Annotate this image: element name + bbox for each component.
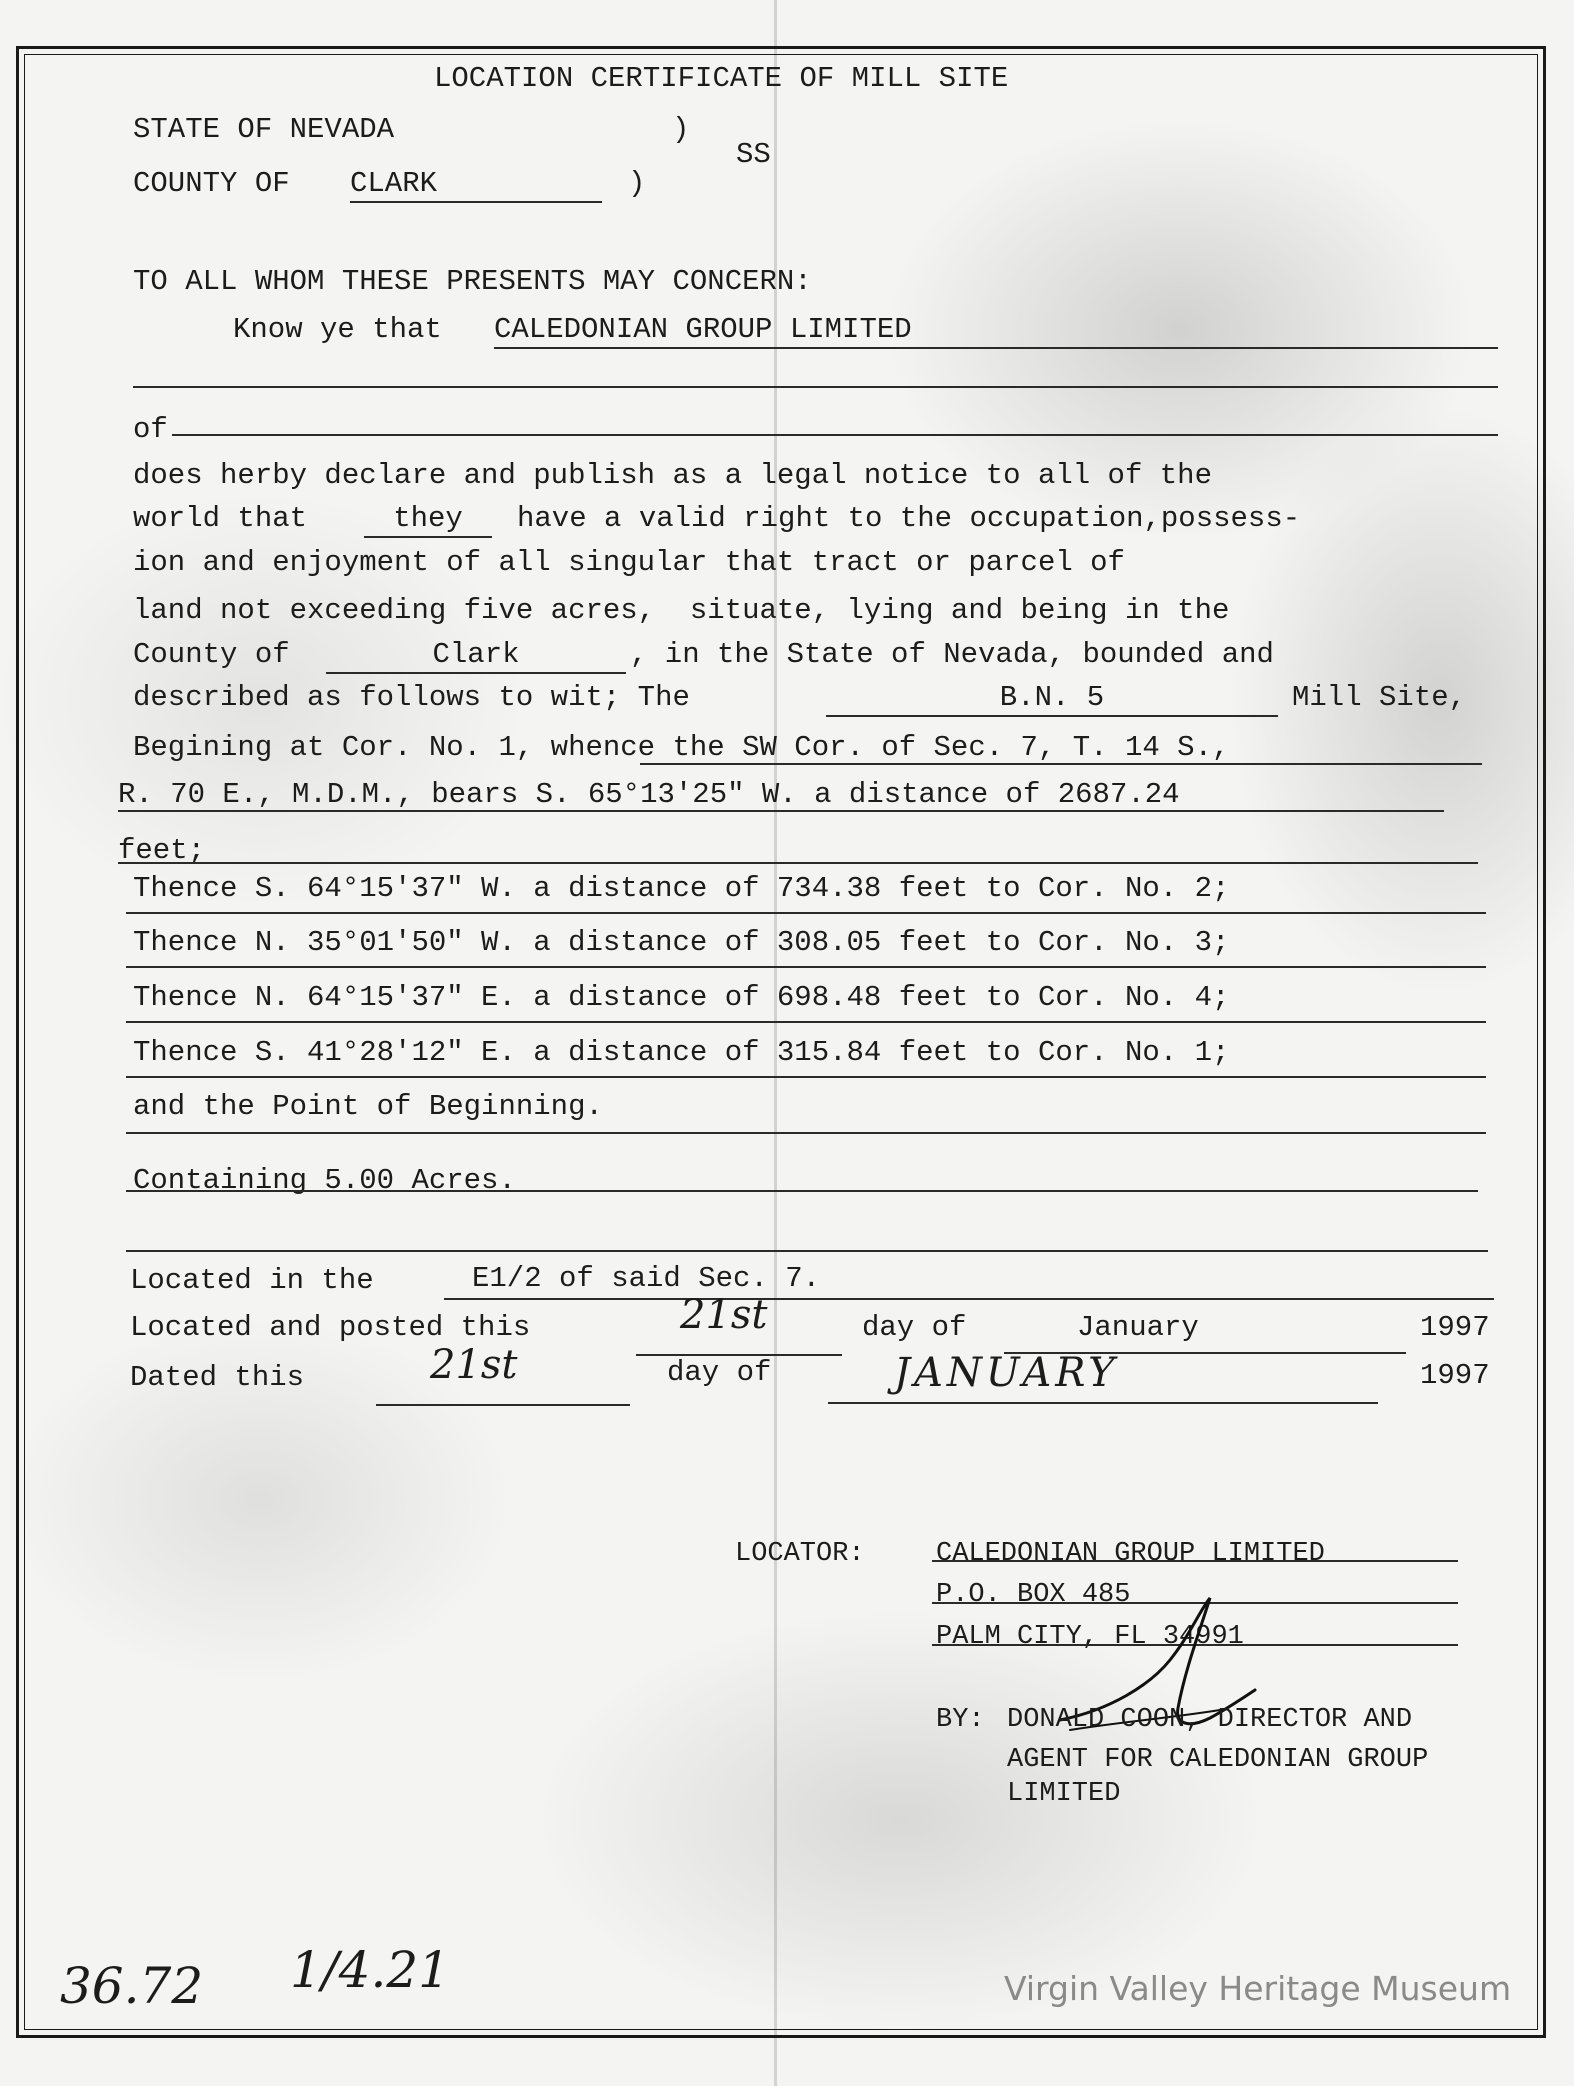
body-line-5b: , in the State of Nevada, bounded and — [630, 638, 1274, 671]
thence-rule-2 — [126, 966, 1486, 968]
thence-line-2: Thence N. 35°01'50" W. a distance of 308.05 feet to Cor. No. 3; — [133, 926, 1230, 959]
dated-month: JANUARY — [894, 1350, 1119, 1396]
located-in-label: Located in the — [130, 1264, 374, 1297]
of-label: of — [133, 413, 168, 446]
mill-site-name: B.N. 5 — [826, 681, 1278, 717]
state-paren: ) — [672, 113, 690, 146]
posted-label: Located and posted this — [130, 1311, 531, 1344]
county-paren: ) — [628, 167, 646, 200]
county-value: CLARK — [350, 167, 602, 203]
thence-line-4: Thence S. 41°28'12" E. a distance of 315.84 feet to Cor. No. 1; — [133, 1036, 1230, 1069]
handwritten-date: 1/4.21 — [290, 1941, 450, 1999]
posted-month: January — [1077, 1311, 1199, 1344]
county-field: Clark — [326, 638, 626, 674]
dated-day-rule — [376, 1404, 630, 1406]
locator-city: PALM CITY, FL 34991 — [936, 1622, 1244, 1652]
beginning-rule — [126, 1132, 1486, 1134]
body-line-1: does herby declare and publish as a legal notice to all of the — [133, 459, 1212, 492]
dated-month-rule — [828, 1402, 1378, 1404]
body-line-6b: Mill Site, — [1292, 681, 1467, 714]
description-line-1: Begining at Cor. No. 1, whence the SW Cor. of Sec. 7, T. 14 S., — [133, 731, 1230, 764]
body-line-4: land not exceeding five acres, situate, lying and being in the — [133, 594, 1230, 627]
salutation: TO ALL WHOM THESE PRESENTS MAY CONCERN: — [133, 265, 812, 298]
thence-line-3: Thence N. 64°15'37" E. a distance of 698.48 feet to Cor. No. 4; — [133, 981, 1230, 1014]
pronoun-field: they — [364, 502, 492, 538]
point-of-beginning: and the Point of Beginning. — [133, 1090, 603, 1123]
locator-label: LOCATOR: — [735, 1539, 865, 1569]
located-in-value: E1/2 of said Sec. 7. — [472, 1262, 821, 1295]
thence-rule-3 — [126, 1021, 1486, 1023]
locator-name: CALEDONIAN GROUP LIMITED — [936, 1539, 1325, 1569]
posted-day-of: day of — [862, 1311, 967, 1344]
signatory-line-3: LIMITED — [1007, 1779, 1121, 1809]
museum-watermark: Virgin Valley Heritage Museum — [1004, 1969, 1512, 2008]
state-label: STATE OF NEVADA — [133, 113, 395, 146]
dated-day-of: day of — [667, 1356, 772, 1389]
handwritten-price: 36.72 — [60, 1957, 204, 2015]
body-line-2b: have a valid right to the occupation,possess- — [517, 502, 1301, 535]
description-line-3: feet; — [118, 834, 206, 867]
ss-label: SS — [736, 138, 771, 171]
description-line-2: R. 70 E., M.D.M., bears S. 65°13'25" W. a distance of 2687.24 — [118, 778, 1180, 811]
claimant-name: CALEDONIAN GROUP LIMITED — [494, 313, 1498, 349]
body-line-5a: County of — [133, 638, 290, 671]
located-in-rule — [444, 1298, 1494, 1300]
locator-rule-1 — [932, 1560, 1458, 1562]
body-line-3: ion and enjoyment of all singular that tract or parcel of — [133, 546, 1125, 579]
thence-line-1: Thence S. 64°15'37" W. a distance of 734.38 feet to Cor. No. 2; — [133, 872, 1230, 905]
description-rule-2 — [118, 810, 1444, 812]
by-label: BY: — [936, 1705, 985, 1735]
thence-rule-1 — [126, 912, 1486, 914]
dated-label: Dated this — [130, 1361, 305, 1394]
body-line-2a: world that — [133, 502, 308, 535]
dated-year: 1997 — [1420, 1359, 1490, 1392]
signatory-line-1: DONALD COON, DIRECTOR AND — [1007, 1705, 1413, 1735]
description-rule-3 — [118, 862, 1478, 864]
know-ye-label: Know ye that — [233, 313, 442, 346]
thence-rule-4 — [126, 1076, 1486, 1078]
locator-address: P.O. BOX 485 — [936, 1580, 1131, 1610]
blank-line — [133, 386, 1498, 388]
containing-acres: Containing 5.00 Acres. — [133, 1164, 516, 1197]
signatory-line-2: AGENT FOR CALEDONIAN GROUP — [1007, 1745, 1429, 1775]
posted-year: 1997 — [1420, 1311, 1490, 1344]
document-title: LOCATION CERTIFICATE OF MILL SITE — [434, 62, 1009, 95]
description-rule-1 — [640, 763, 1482, 765]
county-label: COUNTY OF — [133, 167, 290, 200]
posted-day: 21st — [680, 1292, 768, 1338]
dated-day: 21st — [430, 1342, 518, 1388]
of-line — [172, 434, 1498, 436]
body-line-6a: described as follows to wit; The — [133, 681, 690, 714]
containing-rule — [126, 1190, 1478, 1192]
blank-rule — [126, 1250, 1488, 1252]
